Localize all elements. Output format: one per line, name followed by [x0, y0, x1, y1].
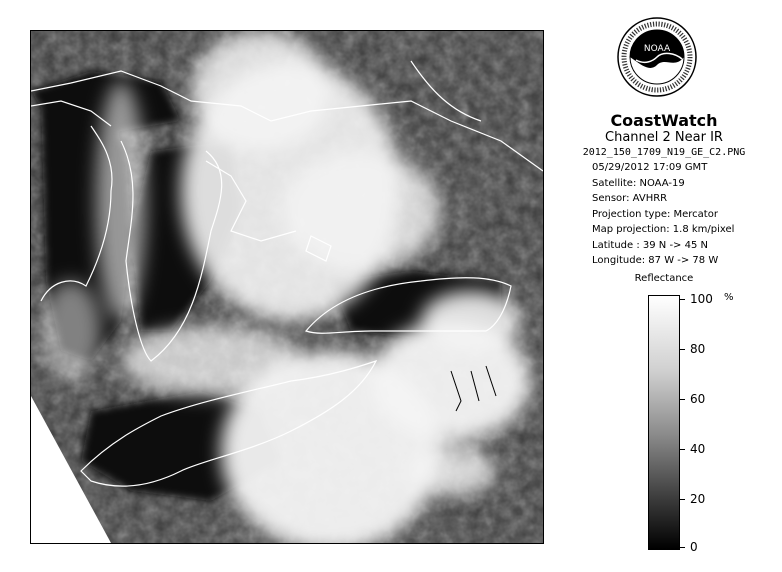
- longitude-text: Longitude: 87 W -> 78 W: [592, 255, 719, 266]
- info-panel: [566, 112, 762, 269]
- legend-unit: %: [724, 292, 734, 303]
- reflectance-colorbar: [648, 295, 680, 550]
- metadata-list: [566, 160, 762, 269]
- legend-tick-label: 0: [690, 540, 698, 554]
- legend-tick-label: 40: [690, 442, 706, 456]
- sensor-text: Sensor: AVHRR: [592, 193, 668, 204]
- legend-title: Reflectance: [634, 273, 694, 284]
- legend-tick: [679, 349, 685, 350]
- legend-tick: [679, 499, 685, 500]
- legend-tick-label: 20: [690, 492, 706, 506]
- satellite-image-panel: [30, 30, 544, 544]
- legend-tick: [679, 299, 685, 300]
- satellite-image: [31, 31, 543, 543]
- legend-tick-label: 100: [690, 292, 713, 306]
- legend-tick-label: 60: [690, 392, 706, 406]
- legend-tick: [679, 449, 685, 450]
- map-projection-text: Map projection: 1.8 km/pixel: [592, 224, 735, 235]
- noaa-logo: [617, 17, 697, 97]
- datetime-text: 05/29/2012 17:09 GMT: [592, 162, 708, 173]
- logo-text: NOAA: [643, 44, 671, 54]
- legend-tick: [679, 547, 685, 548]
- projection-type-text: Projection type: Mercator: [592, 208, 718, 220]
- channel-title: Channel 2 Near IR: [605, 130, 723, 145]
- latitude-text: Latitude : 39 N -> 45 N: [592, 239, 708, 251]
- satellite-text: Satellite: NOAA-19: [592, 177, 685, 189]
- image-filename: 2012_150_1709_N19_GE_C2.PNG: [582, 147, 746, 158]
- legend-tick: [679, 399, 685, 400]
- legend-tick-label: 80: [690, 342, 706, 356]
- brand-title: CoastWatch: [610, 111, 718, 130]
